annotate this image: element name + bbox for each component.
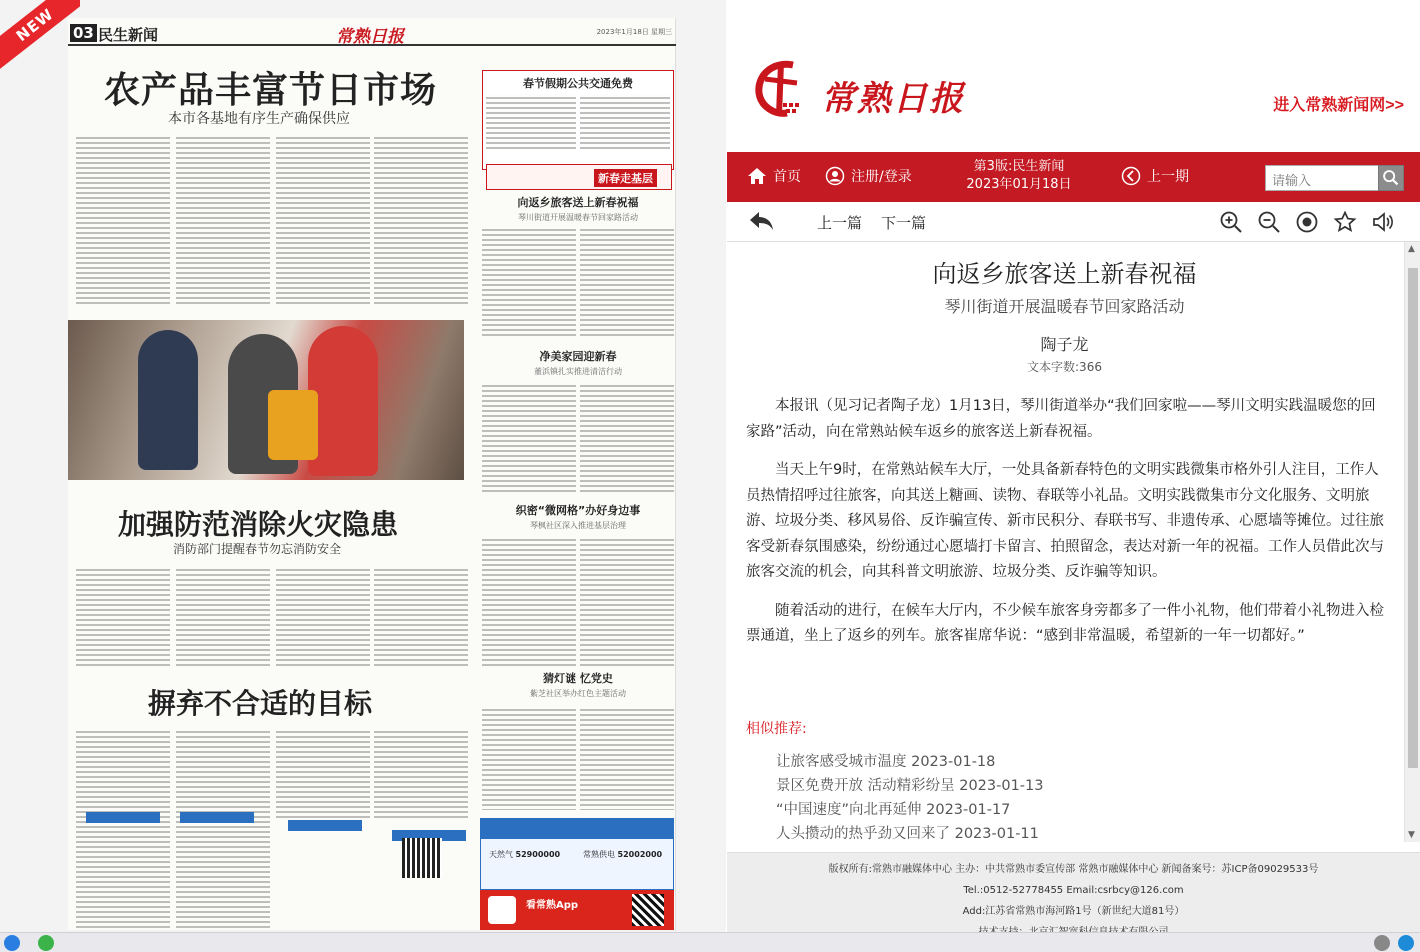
nav-home-label: 首页: [773, 169, 801, 185]
recommend-list: [776, 750, 1043, 842]
headline-goals[interactable]: 摒弃不合适的目标: [148, 687, 373, 720]
story-c-sub: 紫芝社区举办红色主题活动: [530, 689, 626, 698]
nav-home[interactable]: [747, 166, 801, 186]
edition-label: 第3版:民生新闻: [973, 159, 1065, 174]
nav-prev-issue[interactable]: [1121, 166, 1189, 186]
chat-app-icon[interactable]: [38, 935, 54, 951]
text-block: [76, 728, 170, 928]
search-input[interactable]: 请输入: [1265, 165, 1379, 191]
site-logo-text: 常熟日报: [821, 79, 965, 119]
search-icon: [1379, 166, 1403, 190]
nav-register[interactable]: [825, 166, 912, 186]
story-c-title: 猜灯谜 忆党史: [543, 672, 613, 685]
headline-fire[interactable]: 加强防范消除火灾隐患: [118, 508, 399, 541]
qr-code: [402, 838, 442, 878]
utility-ad-gas: [489, 849, 560, 860]
page-header: [68, 24, 676, 46]
spring-banner-label: 新春走基层: [594, 169, 657, 187]
enter-news-site-link[interactable]: 进入常熟新闻网>>: [1273, 97, 1404, 114]
article-paragraph: 随着活动的进行，在候车大厅内，不少候车旅客身旁都多了一件小礼物，他们带着小礼物进入检票通道，坐上了返乡的列车。旅客崔席华说：“感到非常温暖，希望新的一年一切都好。”: [746, 602, 1384, 644]
recommend-link[interactable]: 让旅客感受城市温度 2023-01-18: [776, 754, 996, 770]
story-b-title: 织密“微网格”办好身边事: [515, 504, 641, 517]
prev-article-link[interactable]: 上一篇: [817, 214, 863, 232]
column-label: [180, 812, 254, 823]
column-label: [288, 820, 362, 831]
page-section: 民生新闻: [98, 26, 159, 44]
logo-emblem-icon: [753, 59, 807, 119]
text-block: [482, 226, 576, 338]
story-b[interactable]: [482, 502, 674, 531]
text-block: [374, 566, 468, 668]
article-subtitle: 琴川街道开展温暖春节回家路活动: [944, 297, 1185, 316]
article-body: [746, 394, 1386, 663]
text-block: [176, 134, 270, 304]
photo-figure: [138, 330, 198, 470]
photo-gift-bag: [268, 390, 318, 460]
article-toolbar: [727, 202, 1420, 242]
browser-app-icon[interactable]: [4, 935, 20, 951]
nav-register-label: 注册/登录: [851, 169, 912, 185]
spring-banner: [486, 164, 672, 190]
zoom-out-icon[interactable]: [1257, 210, 1281, 234]
utility-ad: [480, 818, 674, 890]
utility-ad-bar: [481, 819, 673, 839]
text-block: [580, 536, 674, 666]
highlighted-article-title: 向返乡旅客送上新春祝福: [517, 196, 639, 209]
text-block: [276, 728, 370, 818]
scroll-down-arrow-icon[interactable]: ▼: [1408, 830, 1415, 840]
text-block: [580, 706, 674, 810]
recommend-title: 相似推荐:: [746, 721, 807, 737]
app-ad: [480, 890, 674, 930]
subhead-produce: 本市各基地有序生产确保供应: [168, 111, 350, 127]
app-logo: [488, 896, 516, 924]
nav-prev-issue-label: 上一期: [1147, 169, 1189, 185]
photo-figure: [308, 326, 378, 476]
next-article-link[interactable]: 下一篇: [881, 214, 927, 232]
text-block: [176, 566, 270, 668]
newspaper-page[interactable]: [68, 18, 676, 930]
scroll-up-arrow-icon[interactable]: ▲: [1408, 244, 1415, 254]
article-title: 向返乡旅客送上新春祝福: [932, 260, 1197, 288]
text-block: [176, 728, 270, 928]
back-arrow-icon[interactable]: [747, 208, 775, 234]
article-content[interactable]: [727, 242, 1420, 842]
text-block: [276, 566, 370, 668]
recommend-link[interactable]: 人头攒动的热乎劲又回来了 2023-01-11: [776, 826, 1039, 842]
chevron-left-circle-icon: [1121, 166, 1141, 186]
edition-info: [949, 158, 1089, 194]
story-a[interactable]: [482, 348, 674, 377]
app-qr-code: [632, 894, 664, 926]
footer-contact: Tel.:0512-52778455 Email:csrbcy@126.com: [963, 885, 1184, 896]
recommend-link[interactable]: “中国速度”向北再延伸 2023-01-17: [776, 802, 1011, 818]
scrollbar-thumb[interactable]: [1408, 268, 1418, 768]
tray-icon[interactable]: [1374, 935, 1390, 951]
navbar: [727, 152, 1420, 202]
text-block: [482, 536, 576, 666]
user-icon: [825, 166, 845, 186]
site-footer: [727, 852, 1420, 932]
highlighted-article-sub: 琴川街道开展温暖春节回家路活动: [518, 213, 638, 222]
taskbar: [0, 932, 1420, 952]
column-label: [86, 812, 160, 823]
text-block: [482, 706, 576, 810]
new-badge: NEW: [0, 0, 80, 69]
utility-ad-power: [583, 849, 662, 860]
text-block: [76, 134, 170, 304]
text-block: [76, 566, 170, 668]
tray-network-icon[interactable]: [1398, 935, 1414, 951]
reset-size-icon[interactable]: [1295, 210, 1319, 234]
speaker-icon[interactable]: [1371, 210, 1395, 234]
text-block: [374, 728, 468, 818]
new-corner-badge: [0, 0, 80, 80]
footer-address: Add:江苏省常熟市海河路1号（新世纪大道81号）: [962, 906, 1185, 917]
text-block: [580, 94, 670, 150]
headline-produce[interactable]: 农产品丰富节日市场: [104, 69, 438, 111]
news-photo[interactable]: [68, 320, 464, 480]
article-paragraph: 本报讯（见习记者陶子龙）1月13日，琴川街道举办“我们回家啦——琴川文明实践温暖您的回家路”活动，向在常熟站候车返乡的旅客送上新春祝福。: [746, 398, 1376, 440]
story-c[interactable]: [482, 670, 674, 699]
text-block: [374, 134, 468, 304]
article-word-count: 文本字数:366: [1027, 360, 1102, 374]
gas-label: 天然气: [489, 850, 513, 859]
power-phone: 52002000: [617, 850, 663, 859]
edition-date: 2023年01月18日: [966, 177, 1072, 192]
highlighted-article-box[interactable]: [482, 194, 674, 223]
favorite-star-icon[interactable]: [1333, 210, 1357, 234]
subhead-fire: 消防部门提醒春节勿忘消防安全: [173, 542, 342, 556]
article-scrollbar[interactable]: [1404, 242, 1420, 842]
article-author: 陶子龙: [1040, 335, 1089, 354]
power-label: 常熟供电: [583, 850, 615, 859]
recommend-link[interactable]: 景区免费开放 活动精彩纷呈 2023-01-13: [776, 778, 1044, 794]
paper-masthead: 常熟日报: [336, 27, 404, 47]
text-block: [486, 94, 576, 150]
story-b-sub: 琴枫社区深入推进基层治理: [530, 521, 626, 530]
text-block: [276, 134, 370, 304]
page-number: 03: [70, 24, 97, 42]
story-a-title: 净美家园迎新春: [539, 350, 617, 363]
article-paragraph: 当天上午9时，在常熟站候车大厅，一处具备新春特色的文明实践微集市格外引人注目，工作人员热情招呼过往旅客，向其送上糖画、读物、春联等小礼品。文明实践微集市分文化服务、文明旅游、垃圾分类、移风易俗、反诈骗宣传、新市民积分、春联书写、非遗传承、心愿墙等摊位。过往旅客受新春氛围感染，纷纷通过心愿墙打卡留言、拍照留念，表达对新一年的祝福。工作人员借此次与旅客交流的机会，向其科普文明旅游、垃圾分类、反诈骗等知识。: [746, 462, 1384, 580]
text-block: [580, 226, 674, 338]
story-a-sub: 董浜镇扎实推进清洁行动: [534, 367, 622, 376]
article-viewer: [727, 0, 1420, 932]
text-block: [580, 382, 674, 492]
home-icon: [747, 166, 767, 186]
page-date: 2023年1月18日 星期三: [596, 28, 672, 36]
app-ad-label: 看常熟App: [526, 900, 579, 911]
gas-phone: 52900000: [515, 850, 561, 859]
notice-title: 春节假期公共交通免费: [523, 77, 633, 90]
footer-copyright: 版权所有:常熟市融媒体中心 主办：中共常熟市委宣传部 常熟市融媒体中心 新闻备案号：苏ICP备09029533号: [828, 864, 1319, 875]
site-header: [727, 0, 1420, 152]
site-logo[interactable]: [747, 55, 977, 135]
zoom-in-icon[interactable]: [1219, 210, 1243, 234]
search-button[interactable]: [1378, 165, 1404, 191]
text-block: [482, 382, 576, 492]
